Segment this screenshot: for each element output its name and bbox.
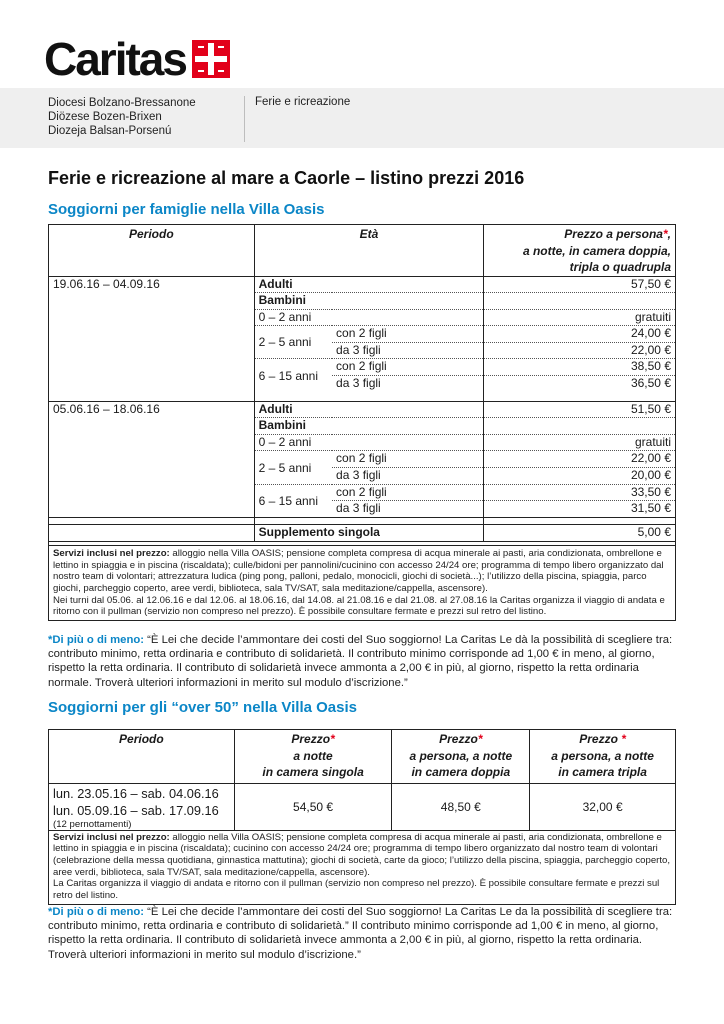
table-row [49,276,676,293]
col-prezzo-line1: Prezzo a persona [564,227,663,241]
col-prezzo-line3: tripla o quadrupla [569,260,671,274]
diocese-line-de: Diözese Bozen-Brixen [48,111,162,123]
con-2-figli: con 2 figli [332,359,484,376]
services-travel: La Caritas organizza il viaggio di andata e ritorno con il pullman (servizio non compreso nel prezzo). È possibile consultare fermate e prezzi sul retro del listino. [53,878,660,902]
over50-periods [49,783,235,830]
col-periodo: Periodo [49,730,235,784]
diocese-line-it: Diocesi Bolzano-Bressanone [48,97,196,109]
price-6-15-con2-1: 38,50 € [484,359,676,376]
info-label: *Di più o di meno: [48,906,145,918]
services-note [49,830,676,904]
col-doppia [392,730,530,784]
diocese-line-lad: Diozeja Balsan-Porsenú [48,125,172,137]
price-0-2-2: gratuiti [484,434,676,451]
table-row [49,783,676,830]
price-6-15-da3-1: 36,50 € [484,376,676,393]
col-tripla [530,730,676,784]
age-6-15: 6 – 15 anni [258,493,319,508]
label-bambini: Bambini [254,293,484,310]
age-2-5: 2 – 5 anni [254,326,332,359]
asterisk-mark: * [330,732,335,746]
services-label: Servizi inclusi nel prezzo: [53,831,170,843]
label-adulti: Adulti [254,401,484,418]
asterisk-mark: * [477,732,483,746]
col-tripla-line3: in camera tripla [558,765,647,779]
price-doppia: 48,50 € [392,783,530,830]
price-singola: 54,50 € [234,783,392,830]
services-label: Servizi inclusi nel prezzo: [53,547,170,559]
col-singola-line1: Prezzo [291,732,331,746]
price-adulti-2: 51,50 € [484,401,676,418]
price-6-15-con2-2: 33,50 € [484,484,676,501]
page-title: Ferie e ricreazione al mare a Caorle – listino prezzi 2016 [48,168,525,188]
da-3-figli: da 3 figli [336,376,381,391]
price-tripla: 32,00 € [530,783,676,830]
over50-heading: Soggiorni per gli “over 50” nella Villa Oasis [48,699,357,716]
period-2: 05.06.16 – 18.06.16 [49,401,255,517]
section-label: Ferie e ricreazione [255,96,351,108]
price-6-15-da3-2: 31,50 € [484,501,676,518]
period-1: 19.06.16 – 04.09.16 [49,276,255,392]
price-adulti-1: 57,50 € [484,276,676,293]
table-row [49,401,676,418]
col-singola [234,730,392,784]
services-row [49,830,676,904]
price-2-5-da3-2: 20,00 € [484,468,676,485]
col-prezzo: Prezzo a persona*, a notte, in camera doppia, tripla o quadrupla [484,225,676,277]
supplement-value: 5,00 € [484,524,676,541]
col-doppia-line3: in camera doppia [411,765,511,779]
price-2-5-da3-1: 22,00 € [484,342,676,359]
diocese-names [48,96,196,138]
col-singola-line2: a notte [293,748,333,763]
col-eta: Età [254,225,484,277]
info-text: “È Lei che decide l’ammontare dei costi del Suo soggiorno! La Caritas Le dà la possibilità di scegliere tra: contributo minimo, retta ordinaria e contributo di solidarietà. Il contributo minimo corrisponde ad 1,00 € in meno, al giorno, rispetto la retta ordinaria. Il contributo di solidarietà invece ammonta a 2,00 € in più, al giorno, rispetto la retta ordinaria normale. Troverà ulteriori informazioni in merito sul modulo d’iscrizione.” [48,634,673,689]
table-header-row [49,730,676,784]
nights-count: (12 pernottamenti) [53,818,132,830]
age-0-2: 0 – 2 anni [254,309,484,326]
services-row [49,545,676,620]
age-6-15: 6 – 15 anni [258,368,319,383]
services-travel: Nei turni dal 05.06. al 12.06.16 e dal 12.06. al 18.06.16, dal 14.08. al 21.08.16 e dal 21.08. al 27.08.16 la Caritas organizza il viaggio di andata e ritorno con il pullman (servizio non compreso nel prezzo). È possibile consultare fermate e prezzi sul retro del listino. [53,594,665,618]
logo-wordmark: Caritas [44,33,186,85]
col-periodo: Periodo [49,225,255,277]
col-prezzo-line2: a notte, in camera doppia, [522,243,671,258]
asterisk-mark: * [621,732,626,746]
info-label: *Di più o di meno: [48,634,145,646]
info-box-over50 [48,905,678,962]
age-0-2: 0 – 2 anni [254,434,484,451]
caritas-logo [44,33,230,85]
price-2-5-con2-2: 22,00 € [484,451,676,468]
price-2-5-con2-1: 24,00 € [484,326,676,343]
info-box-families [48,633,678,690]
con-2-figli: con 2 figli [332,484,484,501]
con-2-figli: con 2 figli [332,451,484,468]
col-doppia-line2: a persona, a notte [409,748,513,763]
table-header-row [49,225,676,277]
col-tripla-line1: Prezzo [579,732,622,746]
col-tripla-line2: a persona, a notte [551,748,654,763]
families-price-table [48,224,676,621]
col-singola-line3: in camera singola [262,765,364,779]
services-text: alloggio nella Villa OASIS; pensione completa compresa di acqua minerale ai pasti, aria condizionata, ombrellone e lettino in spiaggia e in piscina (riscaldata); culle/bidoni per pannolini/cucinino con accesso 24/24 ore; programma di tempo libero organizzato dal nostro team di volontari; attrezzatura ludica (ping pong, palloni, pedalo, monocicli, giochi di società...); l’utilizzo della piscina, spiaggia, parco giochi, parcheggio coperto, aree verdi, biblioteca, sala TV/SAT, sala meditazione/cappella, ascensore). [53,547,664,594]
con-2-figli: con 2 figli [332,326,484,343]
over50-price-table [48,729,676,905]
da-3-figli: da 3 figli [332,468,484,485]
label-bambini: Bambini [254,418,484,435]
supplement-row [49,524,676,541]
label-adulti: Adulti [254,276,484,293]
col-doppia-line1: Prezzo [439,732,478,746]
caritas-cross-icon [192,40,230,78]
asterisk-mark: * [662,227,668,241]
supplement-label: Supplemento singola [254,524,484,541]
period-1: lun. 23.05.16 – sab. 04.06.16 [53,785,219,801]
da-3-figli: da 3 figli [336,501,381,516]
header-divider [244,96,245,142]
da-3-figli: da 3 figli [332,342,484,359]
info-text: “È Lei che decide l’ammontare dei costi del Suo soggiorno! La Caritas Le da la possibilità di scegliere tra: contributo minimo, retta ordinaria e contributo di solidarietà.” Il contributo minimo corrisponde ad 1,00 € in meno, al giorno, rispetto la retta ordinaria. Il contributo di solidarietà invece ammonta a 2,00 € in più, al giorno, rispetto la retta ordinaria. Troverà ulteriori informazioni in merito sul modulo d’iscrizione.” [48,906,673,961]
families-heading: Soggiorni per famiglie nella Villa Oasis [48,201,325,218]
period-2: lun. 05.09.16 – sab. 17.09.16 [53,802,219,818]
age-2-5: 2 – 5 anni [254,451,332,484]
services-text: alloggio nella Villa OASIS; pensione completa compresa di acqua minerale ai pasti, aria condizionata, ombrellone e lettino in spiaggia e in piscina (riscaldata); cucinino con accesso 24/24 ore; programma di tempo libero organizzato dal nostro team di volontari (celebrazione della messa quotidiana, ginnastica mattutina); giochi di società, carte da gioco; l’utilizzo della piscina, spiaggia, parcheggio coperto, aree verdi, biblioteca, sala TV/SAT, sala meditazione/cappella, ascensore). [53,831,671,878]
services-note [49,545,676,620]
price-0-2-1: gratuiti [484,309,676,326]
